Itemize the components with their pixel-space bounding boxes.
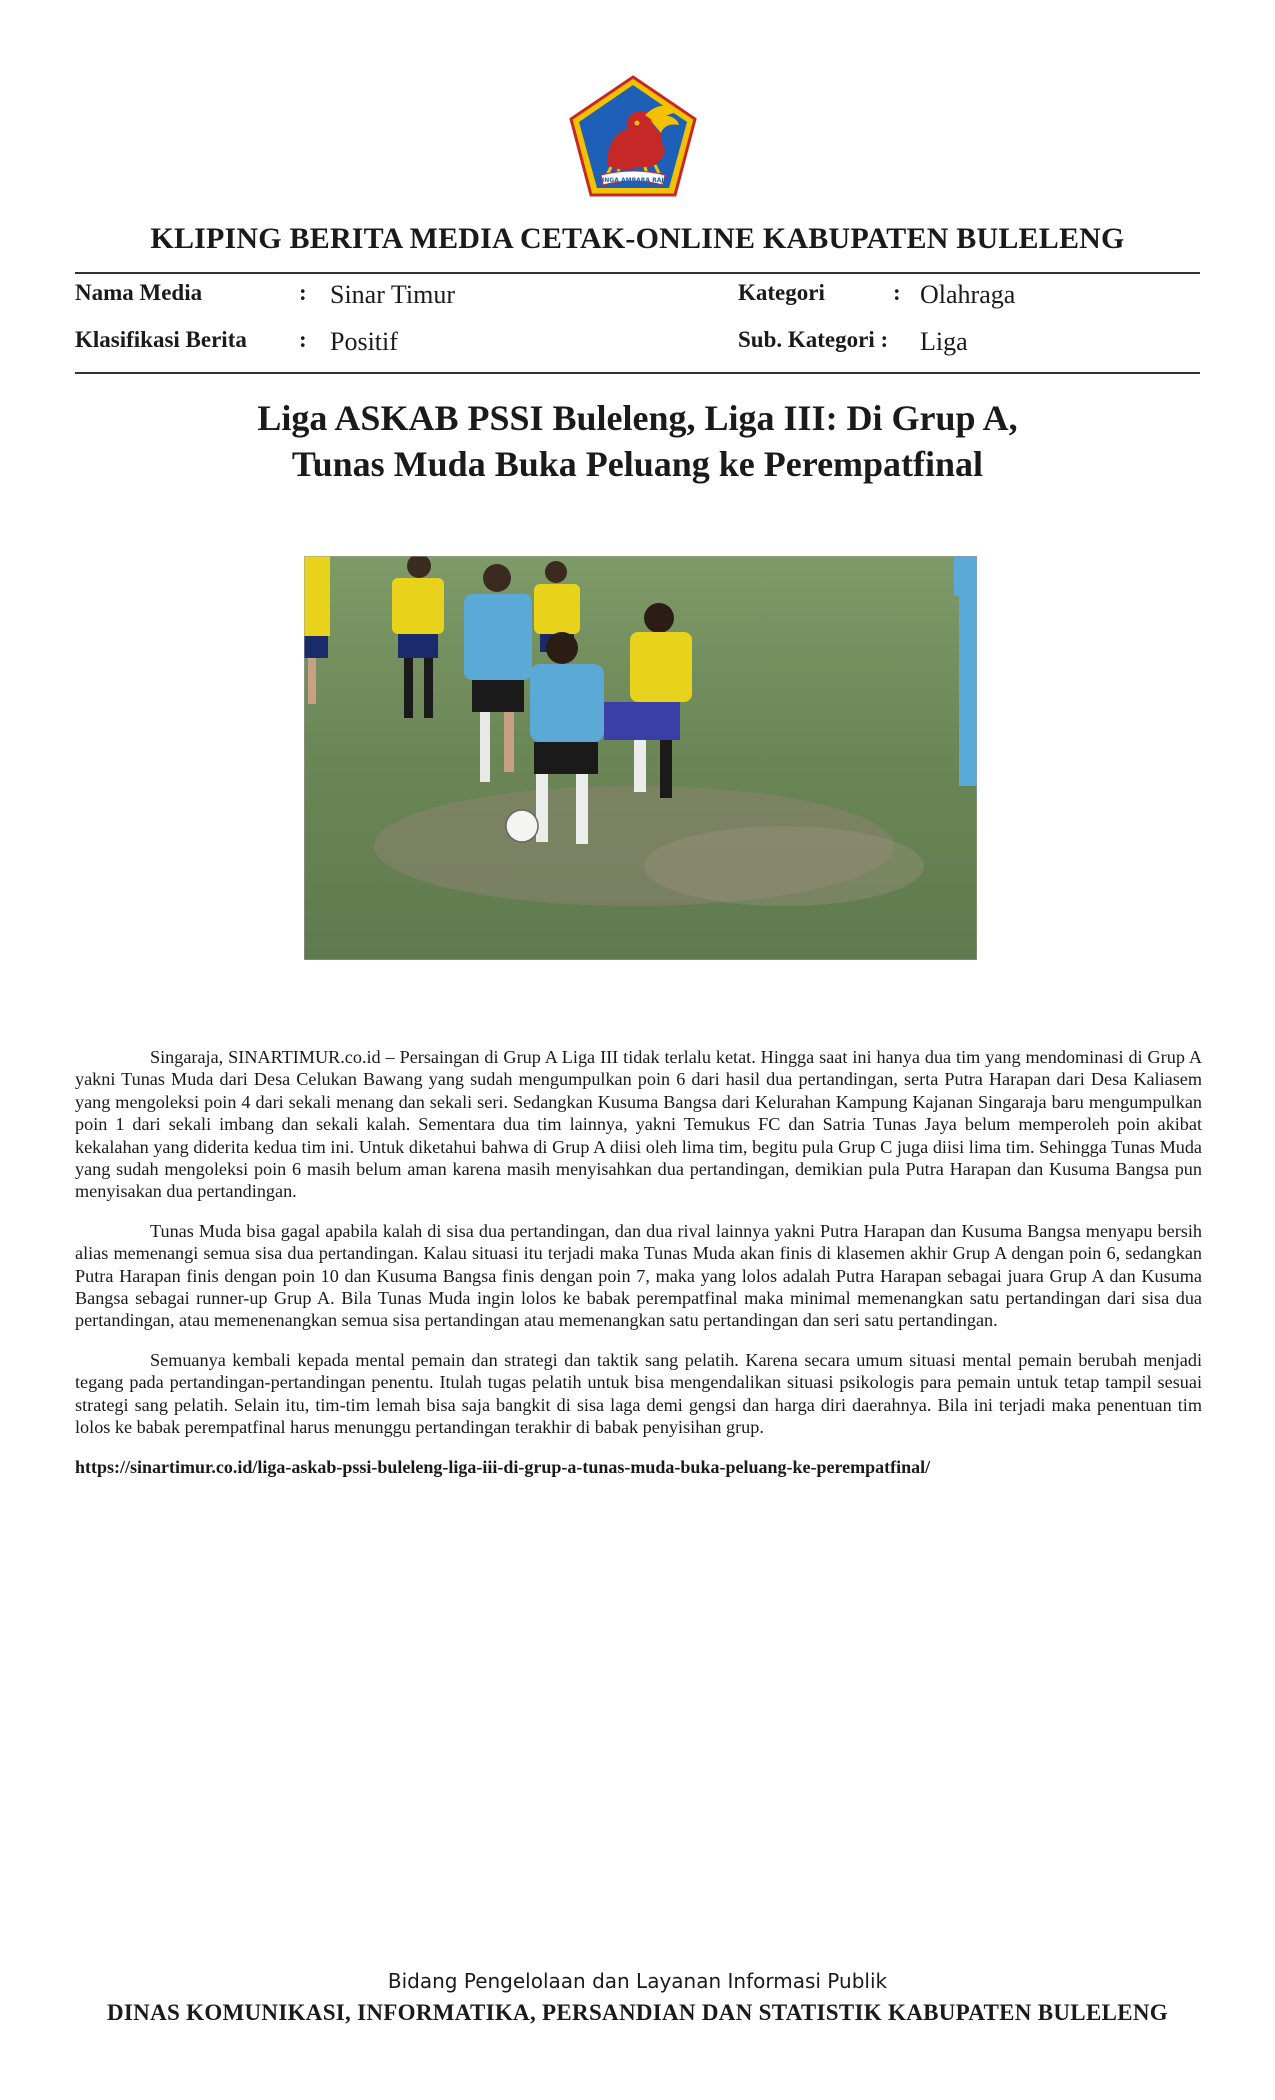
source-url-link[interactable]: https://sinartimur.co.id/liga-askab-pssi-buleleng-liga-iii-di-grup-a-tunas-muda-buka-peluang-ke-perempatfinal/ (75, 1456, 931, 1477)
meta-sub-kategori-label: Sub. Kategori : (738, 327, 889, 352)
meta-colon: : (299, 280, 307, 305)
article-paragraph-1: Singaraja, SINARTIMUR.co.id – Persaingan di Grup A Liga III tidak terlalu ketat. Hingga saat ini hanya dua tim yang mendominasi di Grup A yakni Tunas Muda dari Desa Celukan Bawang yang sudah mengumpulkan poin 6 dari hasil dua pertandingan, serta Putra Harapan dari Desa Kaliasem yang mengoleksi poin 4 dari sekali menang dan sekali seri. Sedangkan Kusuma Bangsa dari Kelurahan Kampung Kajanan Singaraja baru mengumpulkan poin 1 dari sekali imbang dan sekali kalah. Sementara dua tim lainnya, yakni Temukus FC dan Satria Tunas Jaya belum memperoleh poin akibat kekalahan yang diderita kedua tim ini. Untuk diketahui bahwa di Grup A diisi oleh lima tim, begitu pula Grup C juga diisi lima tim. Sehingga Tunas Muda yang sudah mengoleksi poin 6 masih belum aman karena masih menyisahkan dua pertandingan, demikian pula Putra Harapan dan Kusuma Bangsa pun menyisakan dua pertandingan. (75, 1047, 1202, 1202)
article-paragraph-3: Semuanya kembali kepada mental pemain dan strategi dan taktik sang pelatih. Karena secara umum situasi mental pemain berubah menjadi tegang pada pertandingan-pertandingan penentu. Itulah tugas pelatih untuk bisa mengendalikan situasi psikologis para pemain untuk tetap tampil sesuai strategi sang pelatih. Selain itu, tim-tim lemah bisa saja bangkit di sisa laga demi gengsi dan harga diri daerahnya. Bila ini terjadi maka penentuan tim lolos ke babak perempatfinal harus menunggu pertandingan terakhir di babak penyisihan grup. (75, 1349, 1202, 1438)
article-body (75, 1046, 1202, 1495)
meta-klasifikasi-label: Klasifikasi Berita (75, 327, 247, 352)
meta-kategori-value: Olahraga (920, 280, 1016, 309)
headline-line-2: Tunas Muda Buka Peluang ke Perempatfinal (291, 444, 984, 484)
singa-ambara-raja-logo (567, 75, 699, 199)
article-headline (0, 395, 1275, 487)
header-divider-top (75, 272, 1200, 274)
clipping-title: KLIPING BERITA MEDIA CETAK-ONLINE KABUPATEN BULELENG (150, 222, 1125, 255)
logo-motto: SINGA AMBARA RAJA (597, 177, 669, 184)
meta-colon: : (893, 280, 901, 305)
meta-nama-media-value: Sinar Timur (330, 280, 455, 309)
headline-line-1: Liga ASKAB PSSI Buleleng, Liga III: Di Grup A, (257, 398, 1018, 438)
footer-agency: DINAS KOMUNIKASI, INFORMATIKA, PERSANDIAN DAN STATISTIK KABUPATEN BULELENG (107, 2000, 1168, 2025)
meta-colon: : (299, 327, 307, 352)
header-divider-bottom (75, 372, 1200, 374)
article-photo (304, 556, 977, 960)
meta-nama-media-label: Nama Media (75, 280, 203, 305)
footer-department: Bidang Pengelolaan dan Layanan Informasi Publik (387, 1969, 888, 1993)
meta-klasifikasi-value: Positif (330, 327, 398, 356)
meta-sub-kategori-value: Liga (920, 327, 968, 356)
football (506, 810, 538, 842)
meta-kategori-label: Kategori (738, 280, 825, 305)
article-paragraph-2: Tunas Muda bisa gagal apabila kalah di sisa dua pertandingan, dan dua rival lainnya yakni Putra Harapan dan Kusuma Bangsa menyapu bersih alias memenangi semua sisa dua pertandingan. Kalau situasi itu terjadi maka Tunas Muda akan finis di klasemen akhir Grup A dengan poin 6, sedangkan Putra Harapan finis dengan poin 10 dan Kusuma Bangsa finis dengan poin 7, maka yang lolos adalah Putra Harapan sebagai juara Grup A dan Kusuma Bangsa sebagai runner-up Grup A. Bila Tunas Muda ingin lolos ke babak perempatfinal maka minimal memenangkan satu pertandingan dari sisa dua pertandingan, atau memenenangkan semua sisa pertandingan atau memenangkan satu pertandingan dan seri satu pertandingan. (75, 1220, 1202, 1331)
